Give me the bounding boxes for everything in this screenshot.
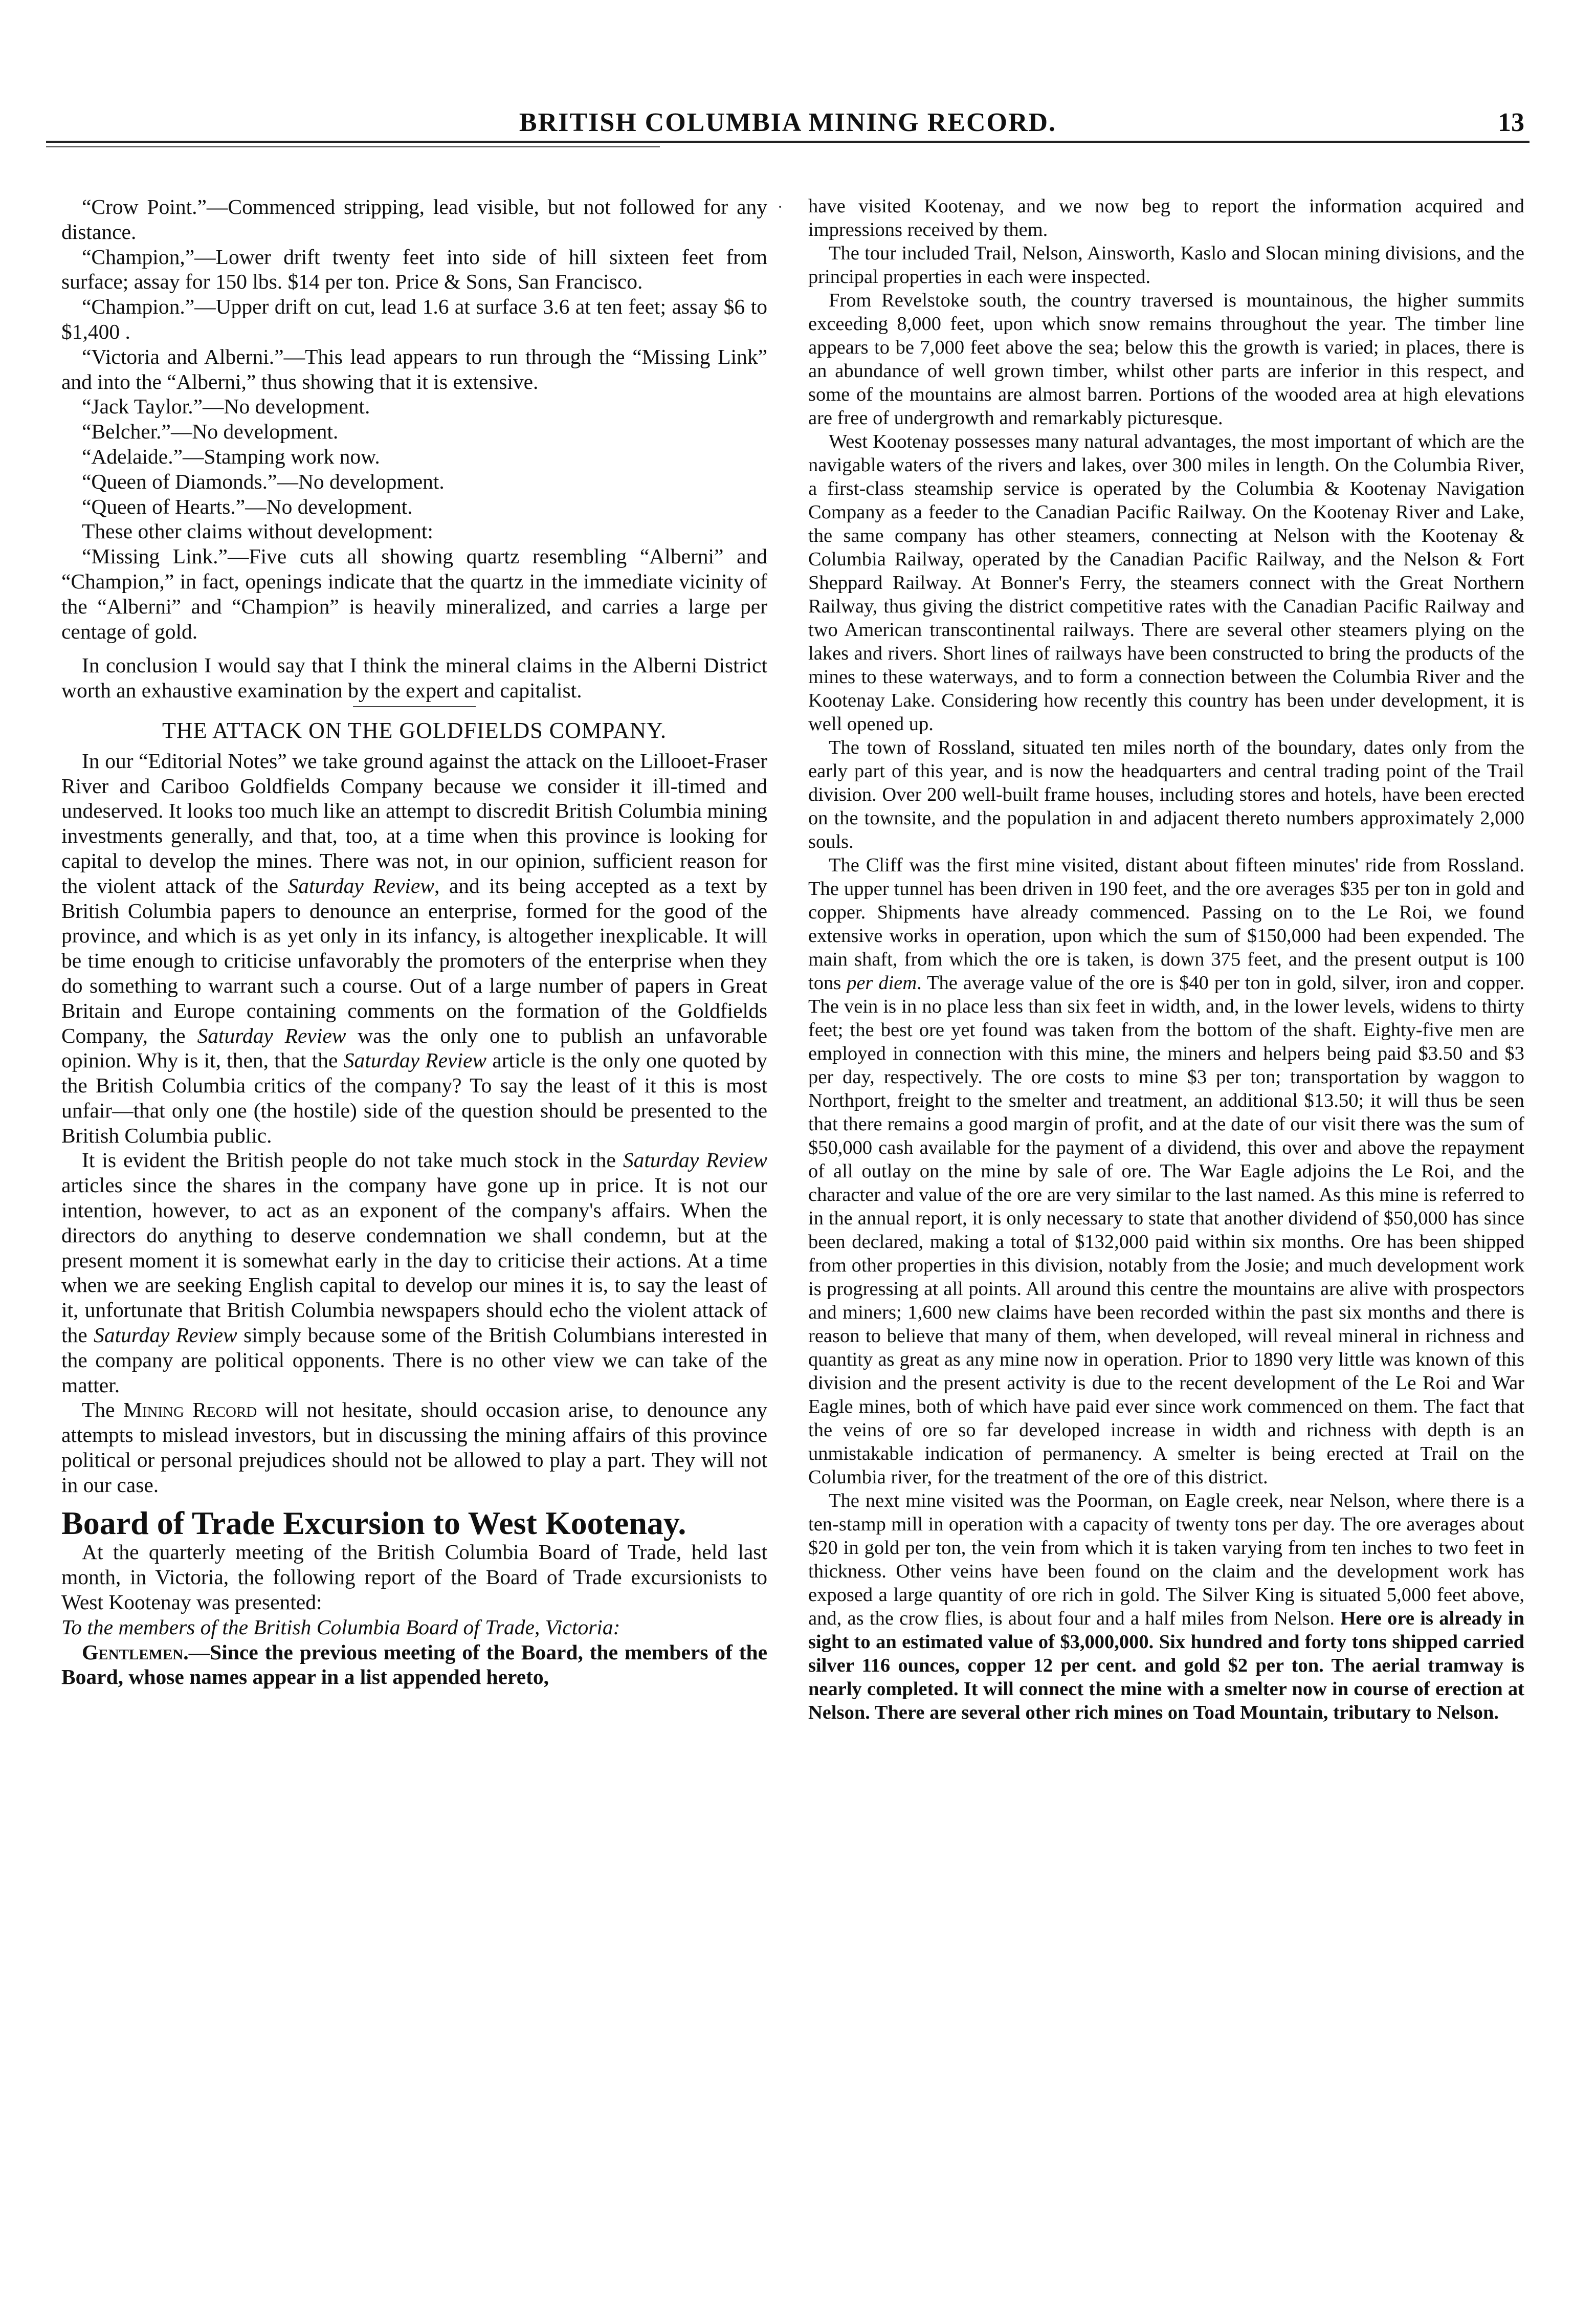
page-number: 13 — [1498, 108, 1524, 137]
header-rule-thin — [46, 146, 660, 147]
text-run: In our “Editorial Notes” we take ground against the attack on the Lillooet-Fraser River and Cariboo Goldfields Company because we consider it ill-timed and undeserved. It looks too much like an attempt to discredit British Columbia mining investments generally, and that, too, at a time when this province is looking for capital to develop the mines. There was not, in our opinion, sufficient reason for the violent attack of the — [61, 749, 767, 897]
paragraph — [61, 1640, 767, 1690]
paragraph: These other claims without development: — [82, 519, 433, 543]
italic-run: Saturday Review — [94, 1323, 237, 1347]
bold-run: Here ore is already in sight to an estimated value of $3,000,000. Six hundred and forty tons shipped carried silver 116 ounces, copper 12 per cent. and gold $2 per ton. The aerial tramway is nearly completed. It will connect the mine with a smelter now in course of erection at Nelson. There are several other rich mines on Toad Mountain, tributary to Nelson. — [808, 1608, 1524, 1723]
italic-run: Saturday Review — [287, 873, 434, 897]
text-run: , and its being accepted as a text by British Columbia papers to denounce an enterprise, formed for the good of the province, and which is as yet only in its infancy, is altogether inexplicable. It will be time enough to criticise unfavorably the promoters of the enterprise when they do something to warrant such a course. Out of a large number of papers in Great Britain and Europe containing comments on the formation of the Goldfields Company, the — [61, 873, 767, 1047]
paragraph — [808, 853, 1524, 1489]
paragraph: “Queen of Hearts.”—No development. — [82, 494, 413, 518]
paragraph — [61, 749, 767, 1148]
paragraph: In conclusion I would say that I think the mineral claims in the Alberni District worth an exhaustive examination by the expert and capitalist. — [61, 653, 767, 703]
right-column — [808, 194, 1524, 1724]
italic-run: Saturday Review — [197, 1023, 346, 1047]
text-run: The Cliff was the first mine visited, distant about fifteen minutes' ride from Rossland. The upper tunnel has been driven in 190 feet, and the ore averages $35 per ton in gold and copper. Shipments have already commenced. Passing on to the Le Roi, we found extensive works in operation, upon which the sum of $150,000 had been expended. The main shaft, from which the ore is taken, is down 375 feet, and the present output is 100 tons — [808, 854, 1524, 994]
text-run: —Since the previous meeting of the Board, the members of the Board, whose names appear in a list appended hereto, — [61, 1640, 767, 1689]
italic-run: Saturday Review — [623, 1148, 767, 1172]
text-run: simply because some of the British Columbians interested in the company are political opponents. There is no other view we can take of the matter. — [61, 1323, 767, 1397]
small-caps-run: Gentlemen. — [82, 1640, 189, 1664]
paragraph: have visited Kootenay, and we now beg to report the information acquired and impressions received by them. — [808, 195, 1524, 240]
header-rule — [46, 141, 1529, 143]
paragraph: From Revelstoke south, the country traversed is mountainous, the higher summits exceeding 8,000 feet, upon which snow remains throughout the year. The timber line appears to be 7,000 feet above the sea; below this the growth is varied; in places, there is an abundance of well grown timber, whilst other parts are inferior in this respect, and some of the mountains are almost barren. Portions of the wooded area at high elevations are free of undergrowth and remarkably picturesque. — [808, 290, 1524, 429]
paragraph: “Champion,”—Lower drift twenty feet into side of hill sixteen feet from surface; assay for 150 lbs. $14 per ton. Price & Sons, San Francisco. — [61, 245, 767, 294]
running-title: BRITISH COLUMBIA MINING RECORD. — [519, 108, 1057, 137]
italic-run: Saturday Review — [343, 1048, 487, 1072]
paragraph: At the quarterly meeting of the British Columbia Board of Trade, held last month, in Victoria, the following report of the Board of Trade excursionists to West Kootenay was presented: — [61, 1540, 767, 1614]
paragraph: “Champion.”—Upper drift on cut, lead 1.6 at surface 3.6 at ten feet; assay $6 to $1,400 . — [61, 295, 767, 343]
section-divider — [353, 706, 476, 707]
text-run: was the only one to publish an unfavorable opinion. Why is it, then, that the — [61, 1023, 767, 1072]
text-run: The — [82, 1398, 123, 1422]
address-line: To the members of the British Columbia Board of Trade, Victoria: — [61, 1615, 620, 1639]
paragraph: “Victoria and Alberni.”—This lead appears to run through the “Missing Link” and into the “Alberni,” thus showing that it is extensive. — [61, 344, 767, 393]
text-run: The next mine visited was the Poorman, on Eagle creek, near Nelson, where there is a ten-stamp mill in operation with a capacity of twenty tons per day. The ore averages about $20 in gold per ton, the vein from which it is taken varying from ten inches to two feet in thickness. Other veins have been found on the claim and the development work has exposed a large quantity of ore rich in gold. The Silver King is situated 5,000 feet above, and, as the crow flies, is about four and a half miles from Nelson. — [808, 1490, 1524, 1629]
paragraph: “Jack Taylor.”—No development. — [82, 394, 370, 419]
paragraph: “Adelaide.”—Stamping work now. — [82, 444, 380, 468]
left-column — [61, 194, 767, 1690]
text-run: . The average value of the ore is $40 per ton in gold, silver, iron and copper. The vein is in no place less than six feet in width, and, in the lower levels, widens to thirty feet; the best ore yet found was taken from the bottom of the shaft. Eighty-five men are employed in connection with this mine, the miners and helpers being paid $3.50 and $3 per day, respectively. The ore costs to mine $3 per ton; transportation by waggon to Northport, freight to the smelter and treatment, an additional $13.50; it will thus be seen that there remains a good margin of profit, and at the date of our visit there was the sum of $50,000 cash available for the payment of a dividend, this over and above the repayment of all outlay on the mine by sale of ore. The War Eagle adjoins the Le Roi, and the character and value of the ore are very similar to the last named. As this mine is referred to in the annual report, it is only necessary to state that another dividend of $50,000 has since been declared, making a total of $132,000 paid within six months. Ore has been shipped from other properties in this division, notably from the Josie; and much development work is progressing at all points. All around this centre the mountains are alive with prospectors and miners; 1,600 new claims have been recorded within the past six months and there is reason to believe that many of them, when developed, will reveal mineral in richness and quantity as great as any mine now in operation. Prior to 1890 very little was known of this division and the present activity is due to the recent development of the Le Roi and War Eagle mines, both of which have paid ever since work commenced on them. The fact that the veins of ore so far developed increase in width and richness with depth is an unmistakable indication of permanency. A smelter is being erected at Trail on the Columbia river, for the treatment of the ore of this district. — [808, 972, 1524, 1488]
text-run: article is the only one quoted by the British Columbia critics of the company? To say the least of it this is most unfair—that only one (the hostile) side of the question should be presented to the British Columbia public. — [61, 1048, 767, 1147]
text-run: will not hesitate, should occasion arise, to denounce any attempts to mislead investors, but in discussing the mining affairs of this province political or personal prejudices should not be allowed to play a part. They will not in our case. — [61, 1398, 767, 1497]
paragraph: The tour included Trail, Nelson, Ainsworth, Kaslo and Slocan mining divisions, and the principal properties in each were inspected. — [808, 243, 1524, 288]
paragraph: The town of Rossland, situated ten miles north of the boundary, dates only from the early part of this year, and is now the headquarters and central trading point of the Trail division. Over 200 well-built frame houses, including stores and hotels, have been erected on the townsite, and the population in and adjacent thereto numbers approximately 2,000 souls. — [808, 737, 1524, 852]
paragraph: “Belcher.”—No development. — [82, 420, 339, 444]
paragraph — [61, 1397, 767, 1497]
text-run: It is evident the British people do not take much stock in the — [82, 1148, 623, 1172]
section-heading-attack: THE ATTACK ON THE GOLDFIELDS COMPANY. — [162, 717, 667, 743]
paragraph: “Crow Point.”—Commenced stripping, lead visible, but not followed for any distance. — [61, 195, 767, 244]
text-run: articles since the shares in the company have gone up in price. It is not our intention, however, to act as an exponent of the company's affairs. When the directors do anything to deserve condemnation we shall condemn, but at the present moment it is somewhat early in the day to criticise their actions. At a time when we are seeking English capital to develop our mines it is, to say the least of it, unfortunate that British Columbia newspapers should echo the violent attack of the — [61, 1173, 767, 1347]
paragraph: “Missing Link.”—Five cuts all showing quartz resembling “Alberni” and “Champion,” in fact, openings indicate that the quartz in the immediate vicinity of the “Alberni” and “Champion” is heavily mineralized, and carries a large per centage of gold. — [61, 544, 767, 643]
italic-run: per diem — [847, 972, 917, 994]
paragraph: West Kootenay possesses many natural advantages, the most important of which are the navigable waters of the rivers and lakes, over 300 miles in length. On the Columbia River, a first-class steamship service is operated by the Columbia & Kootenay Navigation Company as a feeder to the Canadian Pacific Railway. On the Kootenay River and Lake, the same company has other steamers, connecting at Nelson with the Kootenay & Columbia Railway, operated by the Canadian Pacific Railway, and the Nelson & Fort Sheppard Railway. At Bonner's Ferry, the steamers connect with the Great Northern Railway, thus giving the district competitive rates with the Canadian Pacific Railway and two American transcontinental railways. There are several other steamers plying on the lakes and rivers. Short lines of railways have been constructed to bring the products of the mines to these waterways, and to form a connection between the Columbia River and the Kootenay Lake. Considering how recently this country has been under development, it is well opened up. — [808, 431, 1524, 735]
paragraph — [808, 1489, 1524, 1724]
paragraph: “Queen of Diamonds.”—No development. — [82, 469, 445, 493]
paragraph — [61, 1148, 767, 1397]
column-divider-mark: · — [778, 199, 783, 215]
small-caps-run: Mining Record — [123, 1398, 257, 1422]
section-heading-board-of-trade: Board of Trade Excursion to West Kootenay. — [61, 1504, 686, 1541]
